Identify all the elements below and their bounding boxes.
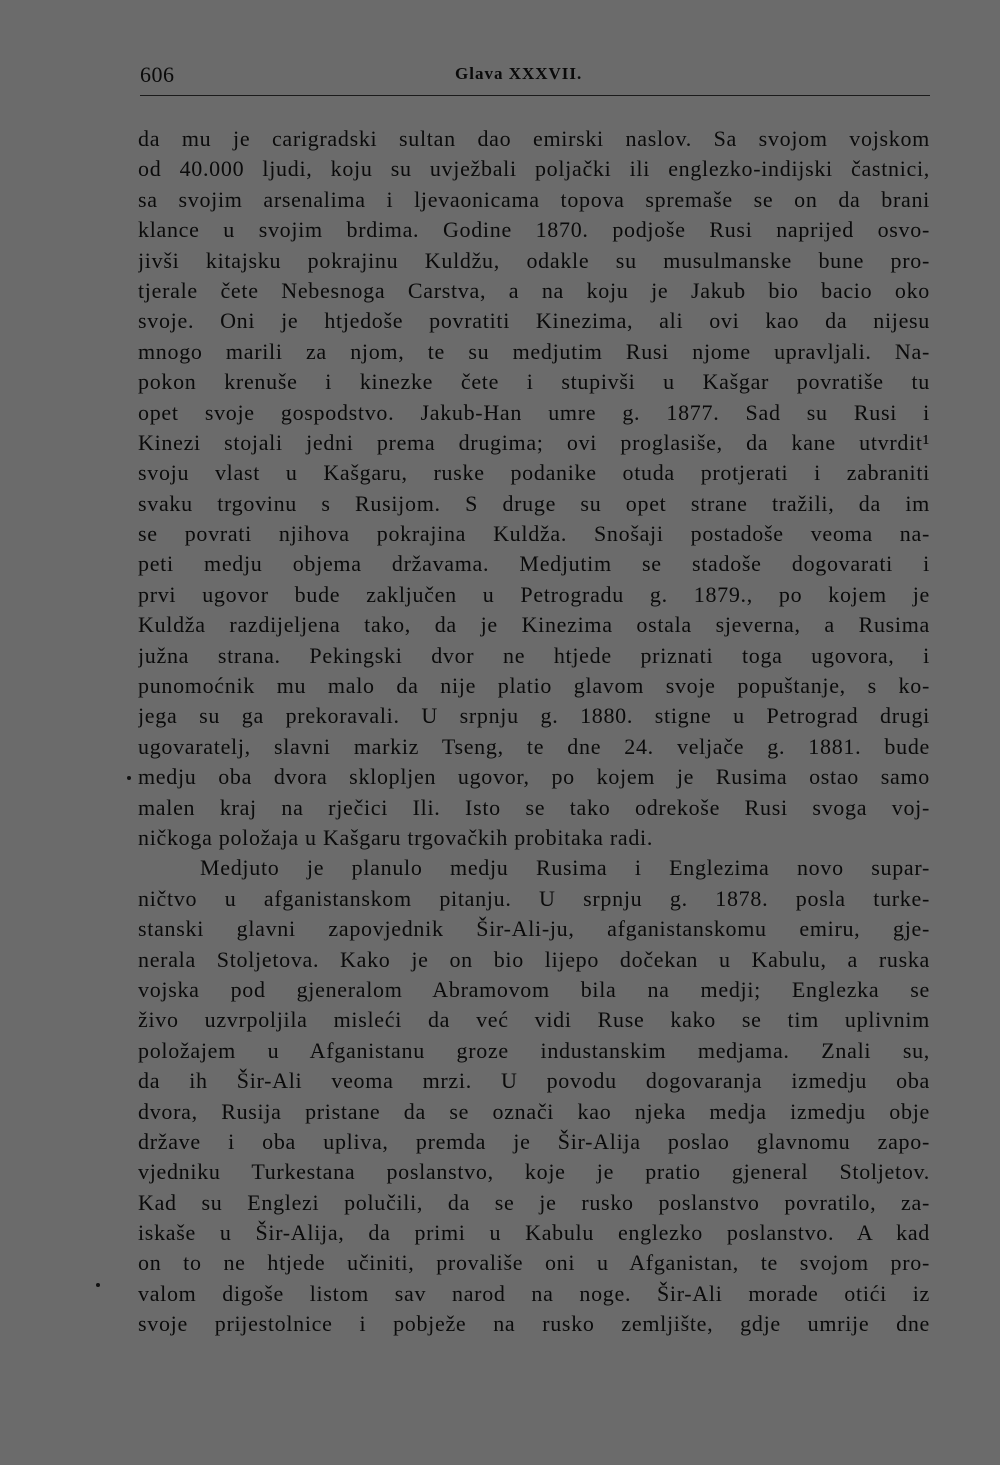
text-line: iskaše u Šir-Alija, da primi u Kabulu englezko poslanstvo. A kad: [138, 1220, 930, 1246]
text-line: Kad su Englezi polučili, da se je rusko poslanstvo povratilo, za-: [138, 1189, 930, 1215]
text-line: ničtvo u afganistanskom pitanju. U srpnju g. 1878. posla turke-: [138, 885, 930, 911]
text-line: prvi ugovor bude zaključen u Petrogradu g. 1879., po kojem je: [138, 581, 930, 607]
page-header: [140, 62, 930, 92]
text-line: svoju vlast u Kašgaru, ruske podanike otuda protjerati i zabraniti: [138, 460, 930, 486]
body-text: [138, 124, 930, 1340]
text-line: Medjuto je planulo medju Rusima i Englezima novo supar-: [200, 855, 930, 881]
text-line: svoje. Oni je htjedoše povratiti Kinezima, ali ovi kao da nijesu: [138, 308, 930, 334]
text-line: opet svoje gospodstvo. Jakub-Han umre g. 1877. Sad su Rusi i: [138, 399, 930, 425]
text-line: države i oba upliva, premda je Šir-Alija poslao glavnomu zapo-: [138, 1128, 930, 1154]
text-line: da mu je carigradski sultan dao emirski naslov. Sa svojom vojskom: [138, 126, 930, 151]
text-line: on to ne htjede učiniti, provališe oni u Afganistan, te svojom pro-: [138, 1250, 930, 1276]
text-line: jega su ga prekoravali. U srpnju g. 1880. stigne u Petrograd drugi: [138, 703, 930, 729]
page-number: 606: [140, 62, 175, 87]
text-line: dvora, Rusija pristane da se označi kao njeka medja izmedju obje: [138, 1098, 930, 1124]
text-line: medju oba dvora sklopljen ugovor, po kojem je Rusima ostao samo: [138, 764, 930, 790]
text-line: peti medju objema državama. Medjutim se stadoše dogovarati i: [138, 551, 930, 577]
text-line: nerala Stoljetova. Kako je on bio lijepo dočekan u Kabulu, a ruska: [138, 946, 930, 972]
text-line: ničkoga položaja u Kašgaru trgovačkih probitaka radi.: [138, 824, 654, 850]
text-line: pokon krenuše i kinezke čete i stupivši u Kašgar povratiše tu: [138, 369, 930, 395]
running-head: Glava XXXVII.: [455, 64, 583, 83]
text-line: klance u svojim brdima. Godine 1870. podjoše Rusi naprijed osvo-: [138, 217, 930, 243]
text-line: Kuldža razdijeljena tako, da je Kinezima ostala sjeverna, a Rusima: [138, 612, 930, 638]
text-line: se povrati njihova pokrajina Kuldža. Snošaji postadoše veoma na-: [138, 521, 930, 547]
text-line: Kinezi stojali jedni prema drugima; ovi proglasiše, da kane utvrdit¹: [138, 429, 930, 455]
text-line: malen kraj na rječici Ili. Isto se tako odrekoše Rusi svoga voj-: [138, 794, 930, 820]
text-line: ugovaratelj, slavni markiz Tseng, te dne 24. veljače g. 1881. bude: [138, 733, 930, 759]
text-line: svaku trgovinu s Rusijom. S druge su opet strane tražili, da im: [138, 490, 930, 516]
text-line: mnogo marili za njom, te su medjutim Rusi njome upravljali. Na-: [138, 338, 930, 364]
text-line: vojska pod gjeneralom Abramovom bila na medji; Englezka se: [138, 976, 930, 1002]
text-line: sa svojim arsenalima i ljevaonicama topova spremaše se on da brani: [138, 186, 930, 212]
text-line: južna strana. Pekingski dvor ne htjede priznati toga ugovora, i: [138, 642, 930, 668]
text-line: živo uzvrpoljila misleći da već vidi Ruse kako se tim uplivnim: [138, 1007, 930, 1033]
text-line: svoje prijestolnice i pobježe na rusko zemljište, gdje umrije dne: [138, 1311, 930, 1337]
text-line: stanski glavni zapovjednik Šir-Ali-ju, afganistanskomu emiru, gje-: [138, 916, 930, 942]
text-line: valom digoše listom sav narod na noge. Šir-Ali morade otići iz: [138, 1280, 930, 1306]
text-line: vjedniku Turkestana poslanstvo, koje je pratio gjeneral Stoljetov.: [138, 1159, 930, 1185]
text-line: tjerale čete Nebesnoga Carstva, a na koju je Jakub bio bacio oko: [138, 277, 930, 303]
text-line: od 40.000 ljudi, koju su uvježbali poljački ili englezko-indijski častnici,: [138, 156, 930, 182]
text-line: jivši kitajsku pokrajinu Kuldžu, odakle su musulmanske bune pro-: [138, 247, 930, 273]
text-line: da ih Šir-Ali veoma mrzi. U povodu dogovaranja izmedju oba: [138, 1068, 930, 1094]
margin-dot: [96, 1283, 100, 1287]
header-rule: [140, 95, 930, 96]
margin-dot: [127, 776, 131, 780]
text-line: položajem u Afganistanu groze industanskim medjama. Znali su,: [138, 1037, 930, 1063]
text-line: punomoćnik mu malo da nije platio glavom svoje popuštanje, s ko-: [138, 673, 930, 699]
